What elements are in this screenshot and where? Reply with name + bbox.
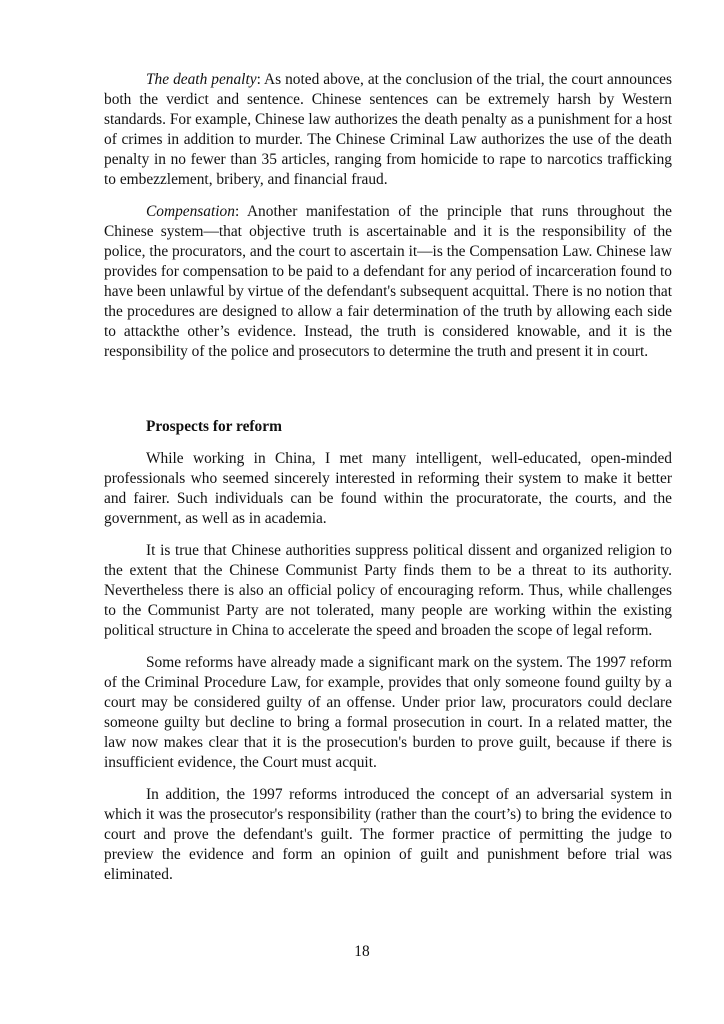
- compensation-text: : Another manifestation of the principle that runs throughout the Chinese system—that objective truth is ascertainable and it is the responsibility of the police, the procurators, and the court to ascertain it—is the Compensation Law. Chinese law provides for compensation to be paid to a defendant for any period of incarceration found to have been unlawful by virtue of the defendant's subsequent acquittal. There is no notion that the procedures are designed to allow a fair determination of the truth by allowing each side to attackthe other’s evidence. Instead, the truth is considered knowable, and it is the responsibility of the police and prosecutors to determine the truth and present it in court.: [104, 203, 672, 360]
- death-penalty-text: : As noted above, at the conclusion of the trial, the court announces both the verdict and sentence. Chinese sentences can be extremely harsh by Western standards. For example, Chinese law authorizes the death penalty as a punishment for a host of crimes in addition to murder. The Chinese Criminal Law authorizes the use of the death penalty in no fewer than 35 articles, ranging from homicide to rape to narcotics trafficking to embezzlement, bribery, and financial fraud.: [104, 71, 672, 188]
- compensation-runin: Compensation: [146, 203, 235, 220]
- death-penalty-runin: The death penalty: [146, 71, 257, 88]
- paragraph-working-in-china: While working in China, I met many intelligent, well-educated, open-minded professionals who seemed sincerely interested in reforming their system to make it better and fairer. Such individuals can be found within the procuratorate, the courts, and the government, as well as in academia.: [104, 450, 672, 527]
- paragraph-authorities: It is true that Chinese authorities suppress political dissent and organized religion to the extent that the Chinese Communist Party finds them to be a threat to its authority. Nevertheless there is also an official policy of encouraging reform. Thus, while challenges to the Communist Party are not tolerated, many people are working within the existing political structure in China to accelerate the speed and broaden the scope of legal reform.: [104, 542, 672, 639]
- section-heading: Prospects for reform: [146, 418, 282, 435]
- page-number: 18: [354, 943, 370, 960]
- document-page: [104, 70, 672, 885]
- death-penalty-paragraph: [104, 70, 672, 190]
- paragraph-reforms-1997: Some reforms have already made a significant mark on the system. The 1997 reform of the Criminal Procedure Law, for example, provides that only someone found guilty by a court may be considered guilty of an offense. Under prior law, procurators could declare someone guilty but decline to bring a formal prosecution in court. In a related matter, the law now makes clear that it is the prosecution's burden to prove guilt, because if there is insufficient evidence, the Court must acquit.: [104, 654, 672, 771]
- compensation-paragraph: [104, 202, 672, 362]
- paragraph-adversarial-system: In addition, the 1997 reforms introduced the concept of an adversarial system in which it was the prosecutor's responsibility (rather than the court’s) to bring the evidence to court and prove the defendant's guilt. The former practice of permitting the judge to preview the evidence and form an opinion of guilt and punishment before trial was eliminated.: [104, 786, 672, 883]
